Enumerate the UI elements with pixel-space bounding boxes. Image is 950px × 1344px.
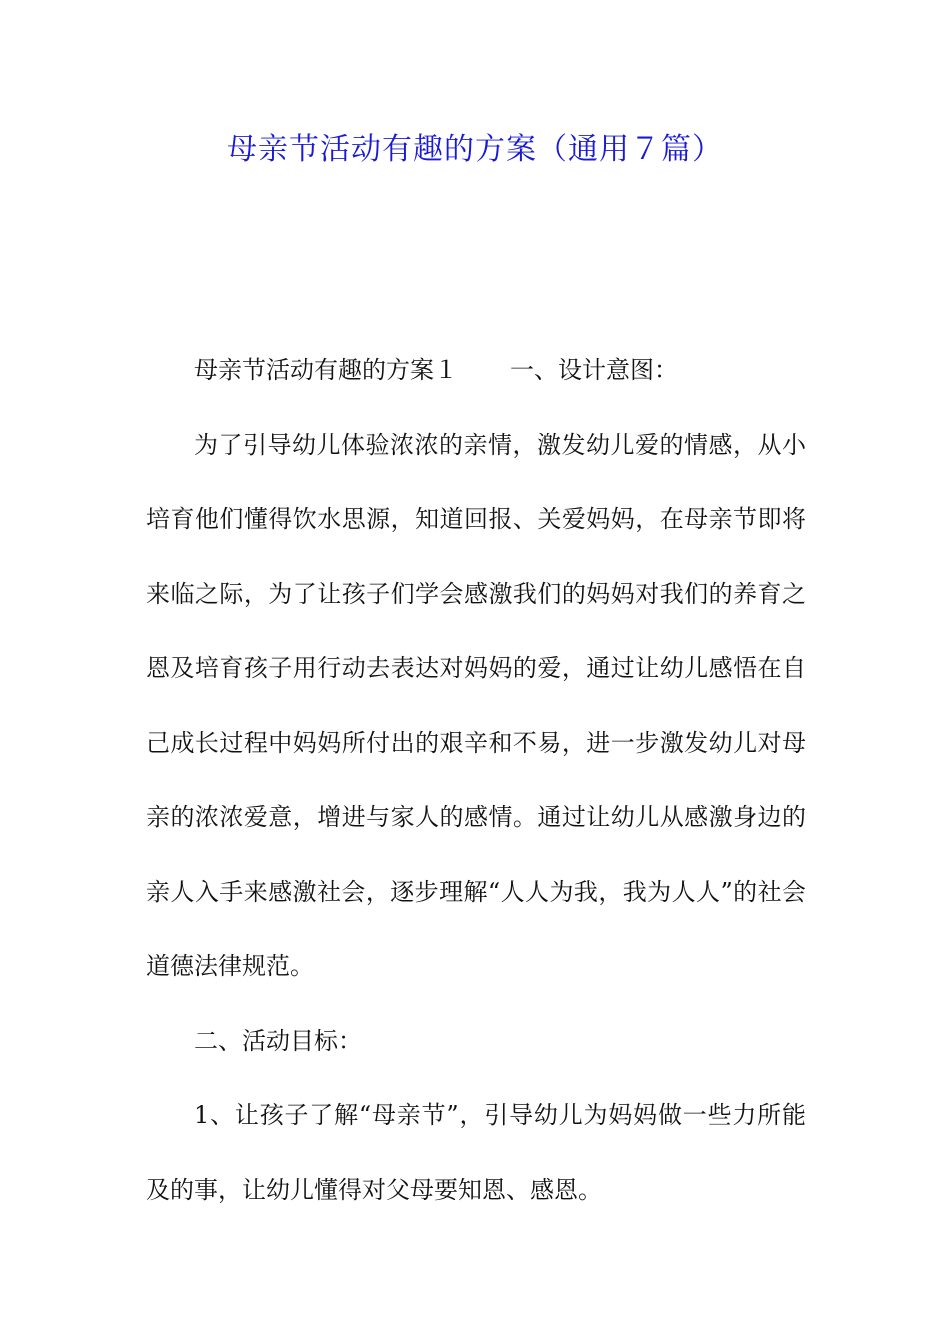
goals-heading: 二、活动目标： [194,1026,362,1055]
section-heading-paragraph [146,333,806,408]
document-title: 母亲节活动有趣的方案（通用７篇） [227,132,723,167]
paragraph-design-intent: 为了引导幼儿体验浓浓的亲情，激发幼儿爱的情感，从小培育他们懂得饮水思源，知道回报、关爱妈妈，在母亲节即将来临之际，为了让孩子们学会感激我们的妈妈对我们的养育之恩及培育孩子用行动去表达对妈妈的爱，通过让幼儿感悟在自己成长过程中妈妈所付出的艰辛和不易，进一步激发幼儿对母亲的浓浓爱意，增进与家人的感情。通过让幼儿从感激身边的亲人入手来感激社会，逐步理解“人人为我，我为人人”的社会道德法律规范。 [146,430,806,980]
goal-item-1: 1、让孩子了解“母亲节”，引导幼儿为妈妈做一些力所能及的事，让幼儿懂得对父母要知恩、感恩。 [146,1101,806,1204]
section-heading: 母亲节活动有趣的方案１ [194,356,458,384]
design-intent-heading: 一、设计意图： [510,356,678,384]
document-body [146,333,806,1227]
